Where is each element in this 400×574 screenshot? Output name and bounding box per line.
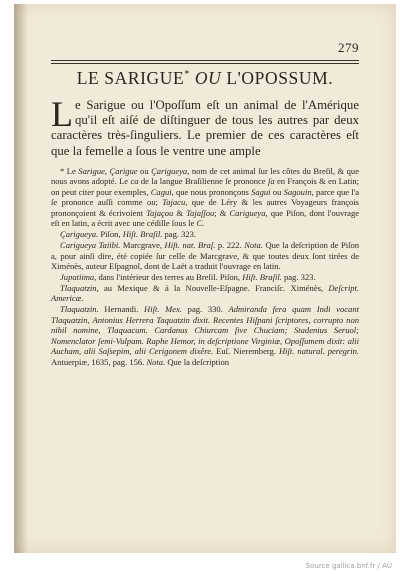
chapter-title (51, 68, 359, 89)
footnote-sarigue: * Le Sarigue, Çarigue ou Çarigueya, nom de cet animal ſur les côtes du Breſil, & que nous avons adopté. Le ca de la langue Braſilienne ſe prononce ſa en François & en Latin; on peut citer pour exemples, Cagui, que nous prononçons Sagui ou Sagouin, parce que l'a ſe prononce auſſi comme ou; Tajacu, que de Léry & les autres Voyageurs françois prononçoient & écrivoient Tajaçou & Tajaſſou; & Carigueya, que Piſon, dont l'ouvrage eſt en latin, a écrit avec une cédille ſous le C. (51, 166, 360, 229)
title-ou: OU (194, 68, 222, 88)
header-rule-top (51, 60, 359, 61)
drop-cap: L (51, 94, 73, 134)
footnote-marcgrave: Carigueya Taiibi. Marcgrave, Hiſt. nat. Braſ. p. 222. Nota. Que la deſcription de Piſon a, pour ainſi dire, été copiée ſur celle de Marcgrave, & que toutes deux ſont tirées de Ximénès, auteur Eſpagnol, dont de Laët a traduit l'ouvrage en latin. (51, 240, 359, 272)
intro-paragraph (51, 94, 359, 159)
page-number: 279 (338, 40, 359, 55)
title-sarigue: LE SARIGUE (76, 68, 185, 88)
title-footnote-mark: * (184, 69, 190, 81)
footnote-pison: Çarigueya. Piſon, Hiſt. Braſil. pag. 323. (60, 229, 197, 240)
footnote-tlaquatzin-ximenes: Tlaquatzin, au Mexique & à la Nouvelle-Eſpagne. Franciſc. Ximénès, Deſcript. Americæ. (51, 282, 359, 304)
footnote-jupatiima: Jupatiima, dans l'intérieur des terres au Breſil. Piſon, Hiſt. Braſil. pag. 323. (60, 272, 316, 283)
footnote-tlaquatzin-hernandi: Tlaquatzin. Hernandi. Hiſt. Mex. pag. 330. Admiranda fera quam Indi vocant Tlaquatzin, Antonius Herrera Taquatzin dixit. Recentes Hiſpani ſcriptores, corrupto non nihil nomine, Tlaquacum. Cardanus Chiurcam ſive Chuciam; Stadenius Seruol; Nomenclator ſemi-Vulpam. Raphe Hemor, in deſcriptione Virginiæ, Opoſſumem dixit: alii Aucham, alii Saſsepim, alii Cerigonem dixêre. Euſ. Nieremberg. Hiſt. natural. peregrin. Antuerpiæ, 1635, pag. 156. Nota. Que la deſcription (51, 304, 359, 367)
source-credit: Source gallica.bnf.fr / AU (305, 562, 392, 570)
title-opossum: L'OPOSSUM. (226, 68, 334, 88)
header-rule-bottom (51, 63, 359, 64)
page-gutter-shadow (14, 4, 28, 553)
intro-text: e Sarigue ou l'Opoſſum eſt un animal de l'Amérique qu'il eſt aiſé de diſtinguer de tous les autres par deux caractères très-ſinguliers. Le premier de ces caractères eſt que la femelle a ſous le ventre une ample (51, 98, 359, 158)
footnotes (51, 166, 359, 368)
